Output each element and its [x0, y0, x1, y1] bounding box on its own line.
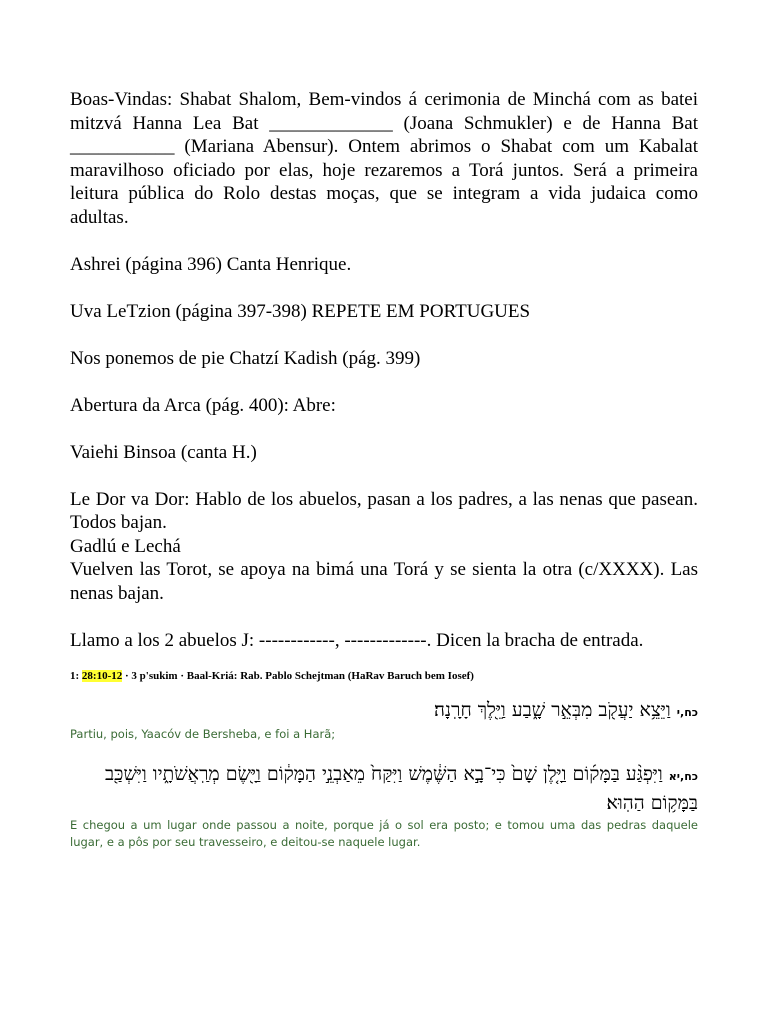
llamo-paragraph: Llamo a los 2 abuelos J: ------------, -------------. Dicen la bracha de entrada.	[70, 629, 644, 651]
uva-letzion-line: Uva LeTzion (página 397-398) REPETE EM PORTUGUES	[70, 300, 531, 322]
verse-number: כח,יא	[668, 770, 698, 783]
vuelven-paragraph: Vuelven las Torot, se apoya na bimá una Torá y se sienta la otra (c/XXXX). Las nenas bajan.	[70, 559, 698, 604]
document-page	[70, 88, 698, 851]
verse-number: כח,י	[676, 706, 698, 719]
translation-verse-2: E chegou a um lugar onde passou a noite, porque já o sol era posto; e tomou uma das pedras daquele lugar, e a pôs por seu travesseiro, e deitou-se naquele lugar.	[70, 818, 698, 849]
le-dor-paragraph: Le Dor va Dor: Hablo de los abuelos, pasan a los padres, a las nenas que pasean. Todos bajan.	[70, 488, 698, 533]
welcome-paragraph: Boas-Vindas: Shabat Shalom, Bem-vindos á cerimonia de Minchá com as batei mitzvá Hanna Lea Bat _____________ (Joana Schmukler) e de Hanna Bat ___________ (Mariana Abensur). Ontem abrimos o Shabat com um Kabalat maravilhoso oficiado por elas, hoje rezaremos a Torá juntos. Será a primeira leitura pública do Rolo destas moças, que se integram a vida judaica como adultas.	[70, 89, 698, 228]
verse-hebrew-text: וַיִּפְגַּ֨ע בַּמָּק֜וֹם וַיָּ֤לֶן שָׁם֙ כִּי־בָ֣א הַשֶּׁ֔מֶשׁ וַיִּקַּח֙ מֵאַבְנֵ֣י הַמָּק֔וֹם וַיָּ֖שֶׂם מְרַֽאֲשֹׁתָ֑יו וַיִּשְׁכַּ֖ב בַּמָּק֥וֹם הַהֽוּא׃	[105, 763, 698, 814]
hebrew-verse-1	[70, 697, 698, 726]
vaiehi-line: Vaiehi Binsoa (canta H.)	[70, 441, 257, 463]
translation-verse-1: Partiu, pois, Yaacóv de Bersheba, e foi a Harã;	[70, 727, 336, 741]
hebrew-verse-2	[70, 761, 698, 817]
verse-hebrew-text: וַיֵּצֵ֥א יַעֲקֹ֖ב מִבְּאֵ֣ר שָׁ֑בַע וַיֵּ֖לֶךְ חָרָֽנָה׃	[434, 699, 671, 721]
chatzi-kadish-line: Nos ponemos de pie Chatzí Kadish (pág. 399)	[70, 347, 421, 369]
ashrei-line: Ashrei (página 396) Canta Henrique.	[70, 253, 352, 275]
abertura-line: Abertura da Arca (pág. 400): Abre:	[70, 394, 336, 416]
reading-details: · 3 p'sukim · Baal-Kriá: Rab. Pablo Schejtman (HaRav Baruch bem Iosef)	[122, 670, 474, 682]
reading-reference	[70, 669, 698, 683]
gadlu-line: Gadlú e Lechá	[70, 535, 181, 557]
reading-verse-range: 28:10-12	[81, 670, 123, 682]
reading-prefix: 1:	[70, 670, 82, 682]
